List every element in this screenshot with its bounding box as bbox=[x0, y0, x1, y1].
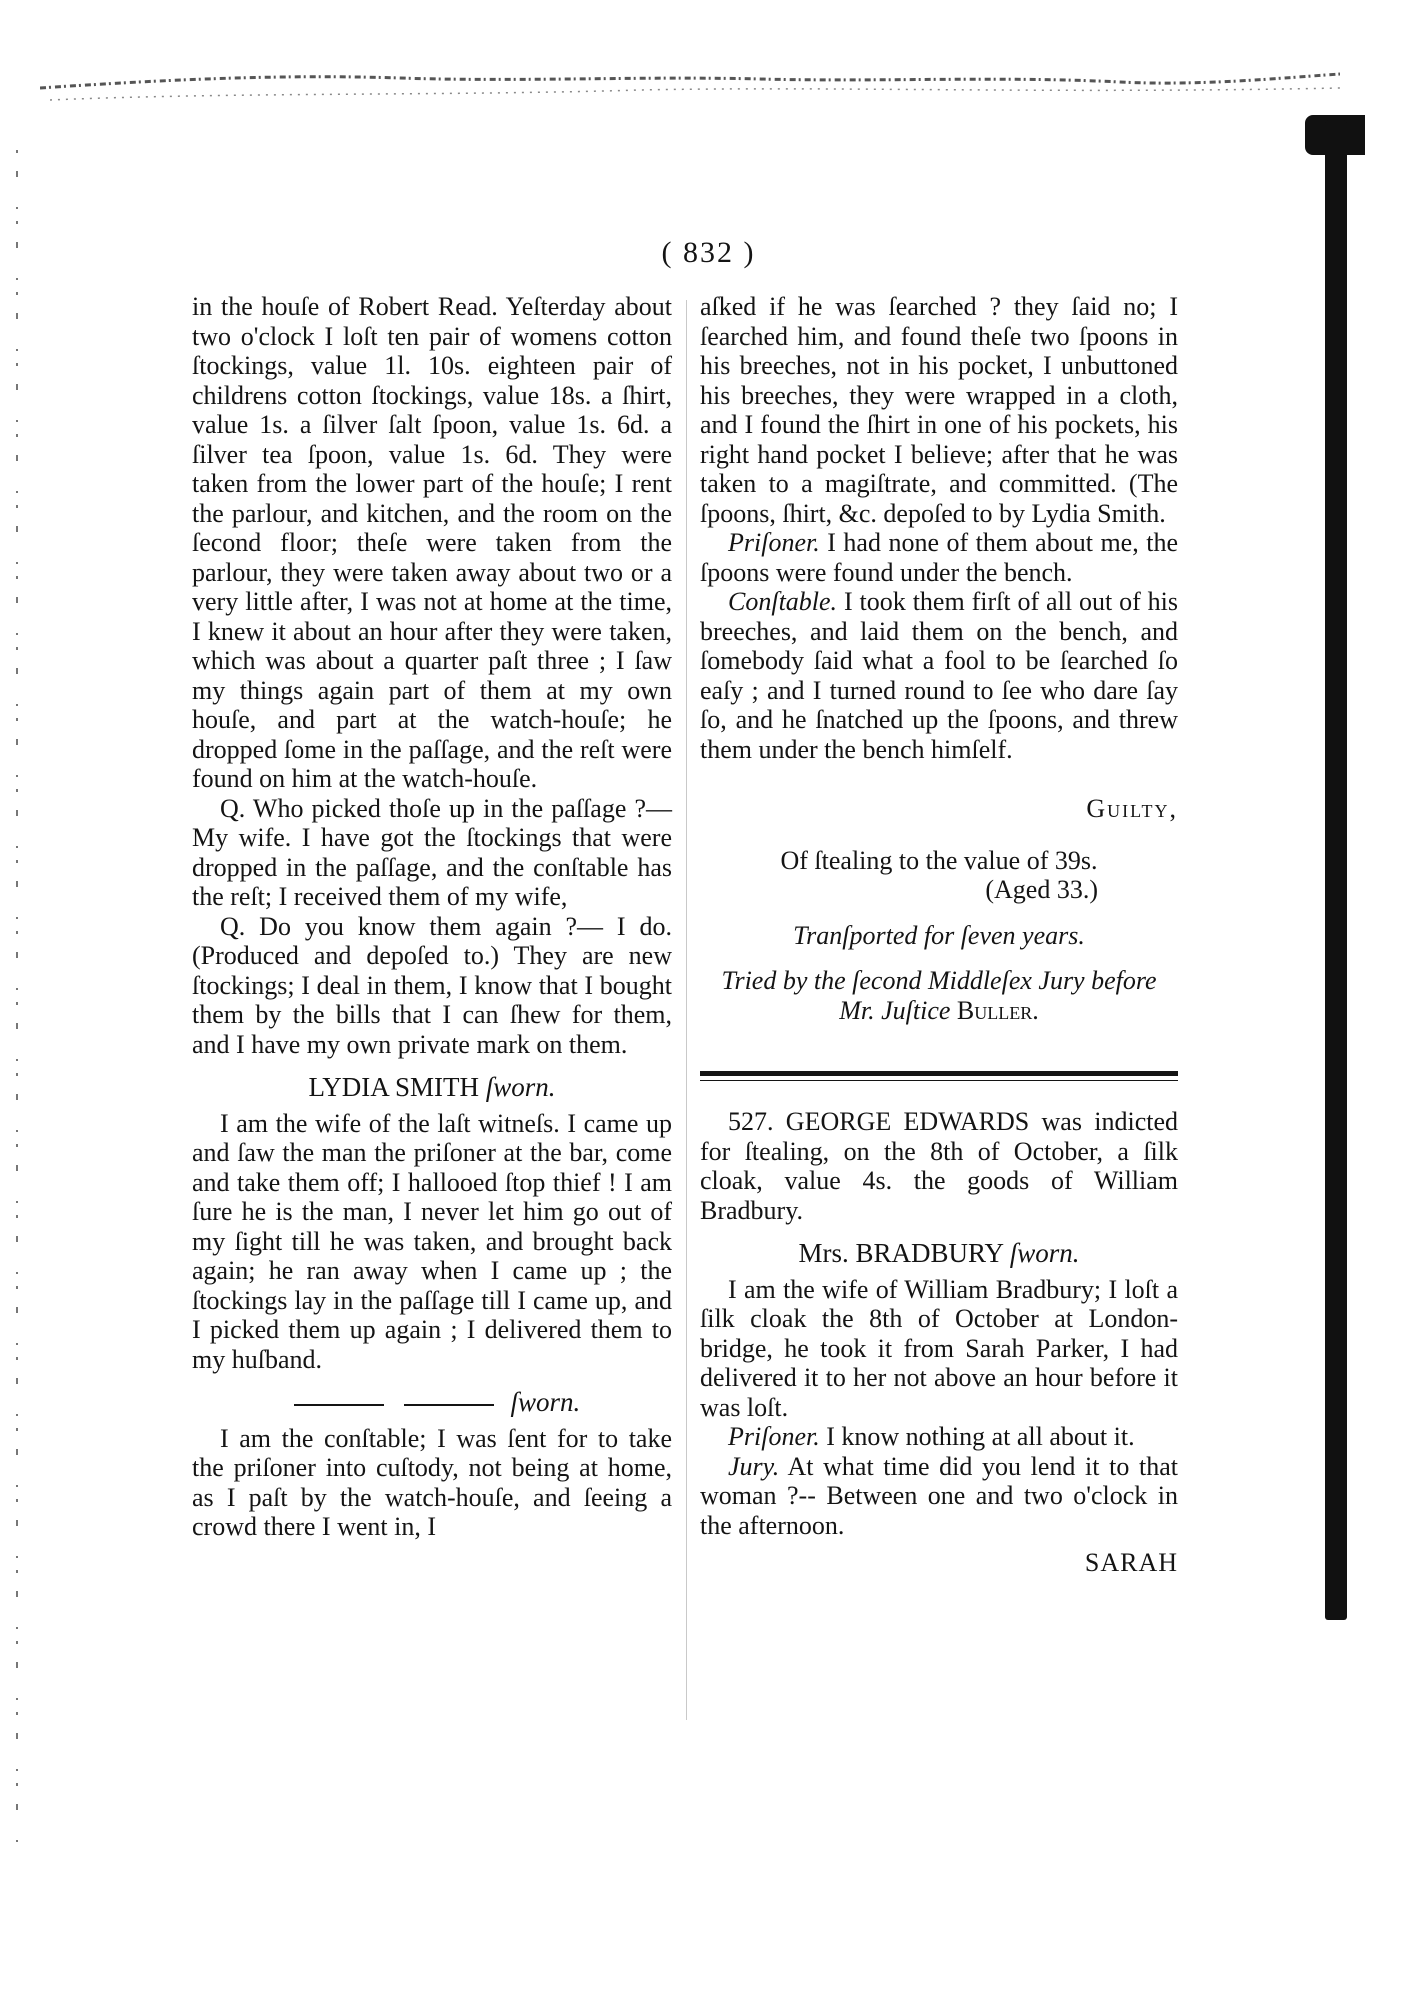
tried-by: Tried by the ſecond Middleſex Jury before bbox=[721, 966, 1157, 995]
left-column bbox=[192, 292, 672, 1542]
left-margin-specks bbox=[8, 150, 26, 1850]
right-paragraph-5 bbox=[700, 1422, 1178, 1452]
witness-heading-constable bbox=[192, 1388, 672, 1418]
right-paragraph-2 bbox=[700, 528, 1178, 587]
catchword: SARAH bbox=[1084, 1548, 1178, 1577]
right-paragraph-1: aſked if he was ſearched ? they ſaid no; I ſearched him, and found theſe two ſpoons in his breeches, not in his pocket, I unbuttoned his breeches, they were wrapped in a cloth, and I found the ſhirt in one of his pockets, his right hand pocket I believe; after that he was taken to a magiſtrate, and committed. (The ſpoons, ſhirt, &c. depoſed to by Lydia Smith. bbox=[700, 292, 1178, 528]
witness-sworn: ſworn. bbox=[485, 1072, 556, 1102]
left-paragraph-2: Q. Who picked thoſe up in the paſſage ?— My wife. I have got the ſtockings that were dropped in the paſſage, and the conſtable has the reſt; I received them of my wife, bbox=[192, 793, 672, 911]
testimony-text: I know nothing at all about it. bbox=[826, 1422, 1135, 1451]
right-paragraph-4: I am the wife of William Bradbury; I loſt a ſilk cloak the 8th of October at London-bridge, he took it from Sarah Parker, I had delivered it to her not above an hour before it was loſt. bbox=[700, 1274, 1178, 1422]
judge-name: Buller. bbox=[956, 995, 1039, 1025]
right-paragraph-6 bbox=[700, 1452, 1178, 1541]
witness-sworn: ſworn. bbox=[510, 1387, 581, 1417]
witness-sworn: ſworn. bbox=[1009, 1238, 1080, 1268]
speaker-label: Priſoner. bbox=[728, 528, 820, 557]
page-number: ( 832 ) bbox=[661, 236, 756, 269]
witness-heading-mrs-bradbury bbox=[700, 1239, 1178, 1269]
blank-name-dash bbox=[404, 1404, 494, 1406]
judge-prefix: Mr. Juſtice bbox=[839, 995, 951, 1025]
verdict-detail: Of ſtealing to the value of 39s. bbox=[780, 845, 1098, 875]
testimony-text: I took them firſt of all out of his breeches, and laid them on the bench, and ſomebody ſaid what a fool to be ſearched ſo eaſy ; and I turned round to ſee who dare ſay ſo, and he ſnatched up the ſpoons, and threw them under the bench himſelf. bbox=[700, 587, 1179, 764]
left-paragraph-1: in the houſe of Robert Read. Yeſterday about two o'clock I loſt ten pair of womens cotton ſtockings, value 1l. 10s. eighteen pair of childrens cotton ſtockings, value 18s. a ſhirt, value 1s. a ſilver ſalt ſpoon, value 1s. 6d. a ſilver tea ſpoon, value 1s. 6d. They were taken from the lower part of the houſe; I rent the parlour, and kitchen, and the room on the ſecond floor; theſe were taken from the parlour, they were taken away about two or a very little after, I was not at home at the time, I knew it about an hour after they were taken, which was about a quarter paſt three ; I ſaw my things again part of them at my own houſe, and part at the watch-houſe; he dropped ſome in the paſſage, and the reſt were found on him at the watch-houſe. bbox=[192, 292, 672, 793]
sentence: Tranſported for ſeven years. bbox=[793, 920, 1085, 950]
speaker-label: Conſtable. bbox=[728, 587, 838, 616]
left-paragraph-3: Q. Do you know them again ?— I do. (Produced and depoſed to.) They are new ſtockings; I deal in them, I know that I bought them by the bills that I can ſhew for them, and I have my own private mark on them. bbox=[192, 911, 672, 1059]
case-header: 527. GEORGE EDWARDS was indicted for ſtealing, on the 8th of October, a ſilk cloak, value 4s. the goods of William Bradbury. bbox=[700, 1107, 1178, 1225]
speaker-label: Jury. bbox=[728, 1451, 780, 1481]
section-rule bbox=[700, 1071, 1178, 1076]
right-paragraph-3 bbox=[700, 587, 1178, 764]
column-divider bbox=[686, 300, 687, 1720]
prisoner-age: (Aged 33.) bbox=[985, 875, 1098, 904]
speaker-label: Priſoner. bbox=[728, 1422, 820, 1451]
scan-edge-noise bbox=[40, 70, 1340, 130]
left-paragraph-4: I am the wife of the laſt witneſs. I came up and ſaw the man the priſoner at the bar, come and take them off; I hallooed ſtop thief ! I am ſure he is the man, I never let him go out of my ſight till he was taken, and brought back again; he ran away when I came up ; the ſtockings lay in the paſſage till I came up, and I picked them up again ; I delivered them to my huſband. bbox=[192, 1108, 672, 1374]
binding-edge bbox=[1325, 120, 1347, 1620]
judge-line bbox=[700, 996, 1178, 1026]
verdict: Guilty, bbox=[1086, 794, 1178, 823]
witness-name: Mrs. BRADBURY bbox=[798, 1238, 1003, 1268]
testimony-text: At what time did you lend it to that woman ?-- Between one and two o'clock in the afternoon. bbox=[700, 1451, 1178, 1540]
section-rule-thin bbox=[700, 1080, 1178, 1081]
witness-heading-lydia-smith bbox=[192, 1073, 672, 1103]
witness-name: LYDIA SMITH bbox=[308, 1072, 479, 1102]
right-column bbox=[700, 292, 1178, 1578]
blank-name-dash bbox=[294, 1404, 384, 1406]
testimony-text: I had none of them about me, the ſpoons were found under the bench. bbox=[700, 528, 1178, 587]
left-paragraph-5: I am the conſtable; I was ſent for to take the priſoner into cuſtody, not being at home, as I paſt by the watch-houſe, and ſeeing a crowd there I went in, I bbox=[192, 1423, 672, 1541]
